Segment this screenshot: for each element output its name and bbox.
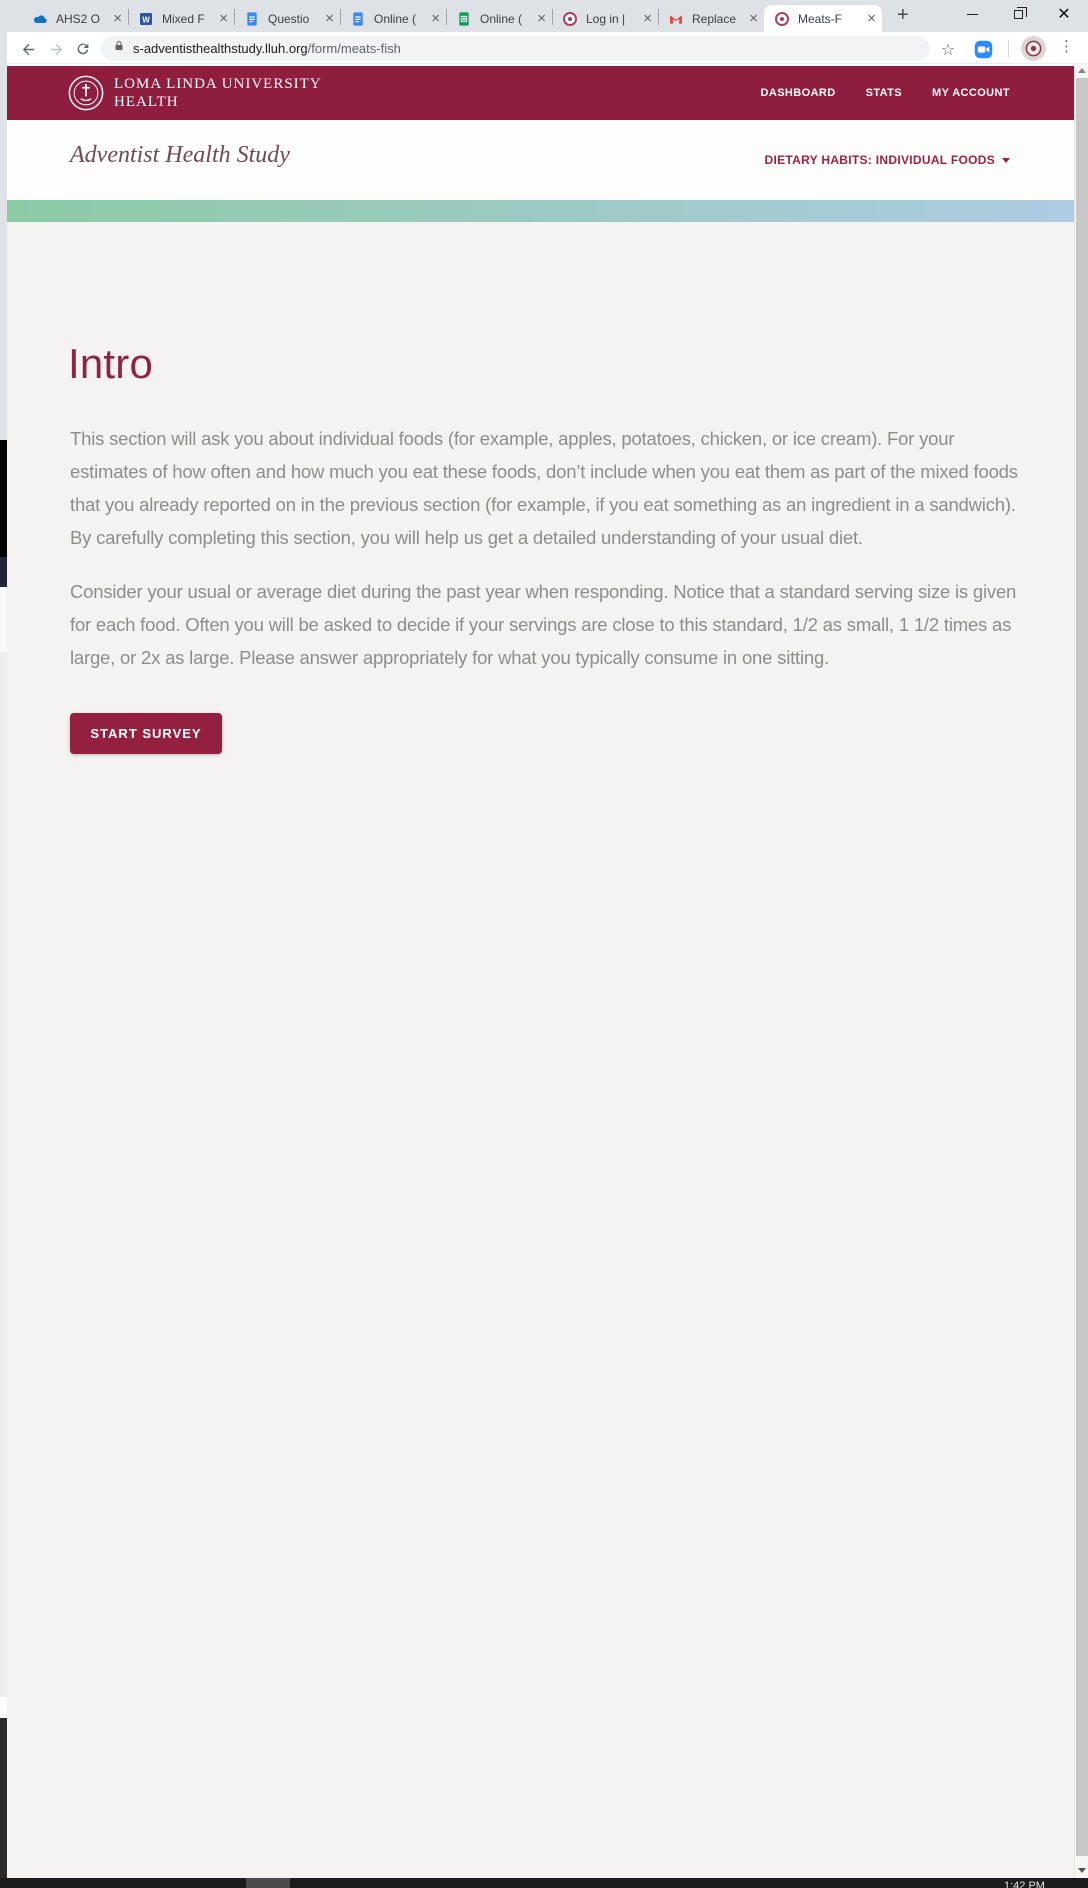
section-dropdown-label: DIETARY HABITS: INDIVIDUAL FOODS bbox=[764, 153, 995, 167]
minimize-icon bbox=[967, 14, 978, 15]
org-name bbox=[114, 75, 322, 111]
browser-tab[interactable] bbox=[340, 5, 446, 32]
onedrive-icon bbox=[32, 11, 48, 27]
desktop-sliver bbox=[0, 652, 7, 1697]
nav-dashboard[interactable]: DASHBOARD bbox=[760, 87, 836, 99]
subheader bbox=[7, 120, 1088, 200]
refresh-button[interactable] bbox=[70, 36, 96, 62]
llu-seal-logo[interactable] bbox=[67, 74, 105, 117]
tab-close-icon[interactable]: × bbox=[325, 9, 334, 27]
browser-tab[interactable] bbox=[658, 5, 764, 32]
profile-avatar[interactable] bbox=[1021, 36, 1046, 61]
llu-seal-icon bbox=[774, 11, 790, 27]
google-docs-icon bbox=[350, 11, 366, 27]
tab-close-icon[interactable]: × bbox=[431, 9, 440, 27]
site-header bbox=[7, 66, 1088, 120]
site-title[interactable]: Adventist Health Study bbox=[70, 142, 290, 168]
browser-toolbar bbox=[7, 32, 1088, 64]
back-button[interactable] bbox=[15, 36, 41, 62]
browser-menu-icon[interactable]: ⋮ bbox=[1059, 37, 1074, 55]
google-sheets-icon bbox=[456, 11, 472, 27]
browser-tab-active[interactable] bbox=[764, 5, 882, 32]
scroll-down-icon[interactable] bbox=[1078, 1868, 1086, 1873]
tab-close-icon[interactable]: × bbox=[643, 9, 652, 27]
close-button[interactable] bbox=[1049, 0, 1079, 28]
tab-title: Mixed F bbox=[162, 11, 205, 26]
taskbar[interactable] bbox=[0, 1878, 1088, 1888]
nav-stats[interactable]: STATS bbox=[865, 87, 903, 99]
tab-strip bbox=[7, 0, 1088, 32]
chevron-down-icon bbox=[1002, 158, 1010, 163]
scrollbar-thumb[interactable] bbox=[1076, 78, 1088, 1856]
tab-close-icon[interactable]: × bbox=[113, 9, 122, 27]
org-name-line2: HEALTH bbox=[114, 94, 179, 110]
tab-title: Meats-F bbox=[798, 11, 843, 26]
browser-tab[interactable] bbox=[22, 5, 128, 32]
llu-seal-icon bbox=[562, 11, 578, 27]
new-tab-button[interactable]: + bbox=[897, 4, 909, 26]
restore-button[interactable] bbox=[1003, 0, 1033, 28]
intro-paragraph-1: This section will ask you about individual foods (for example, apples, potatoes, chicken, or ice cream). For your estimates of how often and how much you eat these foods, don’t include when you eat them as part of the mixed foods that you already reported on in the previous section (for example, if you eat something as an ingredient in a sandwich). By carefully completing this section, you will help us get a detailed understanding of your usual diet. bbox=[70, 427, 1018, 548]
desktop-sliver bbox=[0, 557, 7, 587]
tab-title: Online ( bbox=[374, 11, 417, 26]
lock-icon bbox=[113, 39, 125, 58]
desktop-sliver bbox=[0, 1718, 7, 1888]
bookmark-star-icon[interactable]: ☆ bbox=[940, 39, 956, 59]
browser-window bbox=[7, 0, 1088, 1878]
page-title: Intro bbox=[68, 340, 154, 387]
svg-text:W: W bbox=[142, 14, 150, 24]
tab-close-icon[interactable]: × bbox=[867, 9, 876, 27]
restore-icon bbox=[1014, 10, 1023, 19]
word-icon bbox=[138, 11, 154, 27]
browser-tab[interactable] bbox=[234, 5, 340, 32]
nav-my-account[interactable]: MY ACCOUNT bbox=[932, 87, 1010, 99]
address-bar[interactable] bbox=[101, 36, 930, 61]
tab-close-icon[interactable]: × bbox=[537, 9, 546, 27]
browser-tab[interactable] bbox=[128, 5, 234, 32]
tab-title: Replace bbox=[692, 11, 737, 26]
scroll-up-icon[interactable] bbox=[1078, 68, 1086, 73]
url-text bbox=[133, 41, 401, 56]
taskbar-clock: 1:42 PM bbox=[1004, 1880, 1045, 1888]
browser-tab[interactable] bbox=[552, 5, 658, 32]
intro-paragraph-2: Consider your usual or average diet during the past year when responding. Notice that a standard serving size is given for each food. Often you will be asked to decide if your servings are close to this standard, 1/2 as small, 1 1/2 times as large, or 2x as large. Please answer appropriately for what you typically consume in one sitting. bbox=[70, 580, 1017, 668]
tab-close-icon[interactable]: × bbox=[749, 9, 758, 27]
desktop-sliver bbox=[0, 440, 7, 557]
tab-title: Log in | bbox=[586, 11, 626, 26]
video-extension-icon[interactable] bbox=[970, 36, 996, 62]
url-domain: s-adventisthealthstudy.lluh.org bbox=[133, 41, 308, 56]
gradient-divider-bar bbox=[7, 200, 1088, 222]
minimize-button[interactable] bbox=[957, 0, 987, 28]
start-survey-button[interactable]: START SURVEY bbox=[70, 713, 222, 754]
browser-tab[interactable] bbox=[446, 5, 552, 32]
tab-title: Questio bbox=[268, 11, 310, 26]
desktop-sliver bbox=[0, 587, 7, 652]
site-nav bbox=[761, 66, 1011, 120]
tab-close-icon[interactable]: × bbox=[219, 9, 228, 27]
close-icon: ✕ bbox=[1057, 4, 1071, 23]
section-dropdown[interactable] bbox=[765, 153, 1011, 167]
page-content bbox=[7, 222, 1088, 1878]
vertical-scrollbar[interactable] bbox=[1074, 64, 1088, 1878]
desktop-sliver bbox=[0, 0, 7, 440]
toolbar-divider bbox=[1008, 40, 1009, 58]
url-path: /form/meats-fish bbox=[307, 41, 401, 56]
desktop-sliver bbox=[0, 1697, 7, 1718]
taskbar-active-app[interactable] bbox=[246, 1878, 290, 1888]
forward-button[interactable] bbox=[43, 36, 69, 62]
org-name-line1: LOMA LINDA UNIVERSITY bbox=[114, 76, 322, 92]
tab-title: AHS2 O bbox=[56, 11, 101, 26]
tab-title: Online ( bbox=[480, 11, 523, 26]
gmail-icon bbox=[668, 11, 684, 27]
google-docs-icon bbox=[244, 11, 260, 27]
